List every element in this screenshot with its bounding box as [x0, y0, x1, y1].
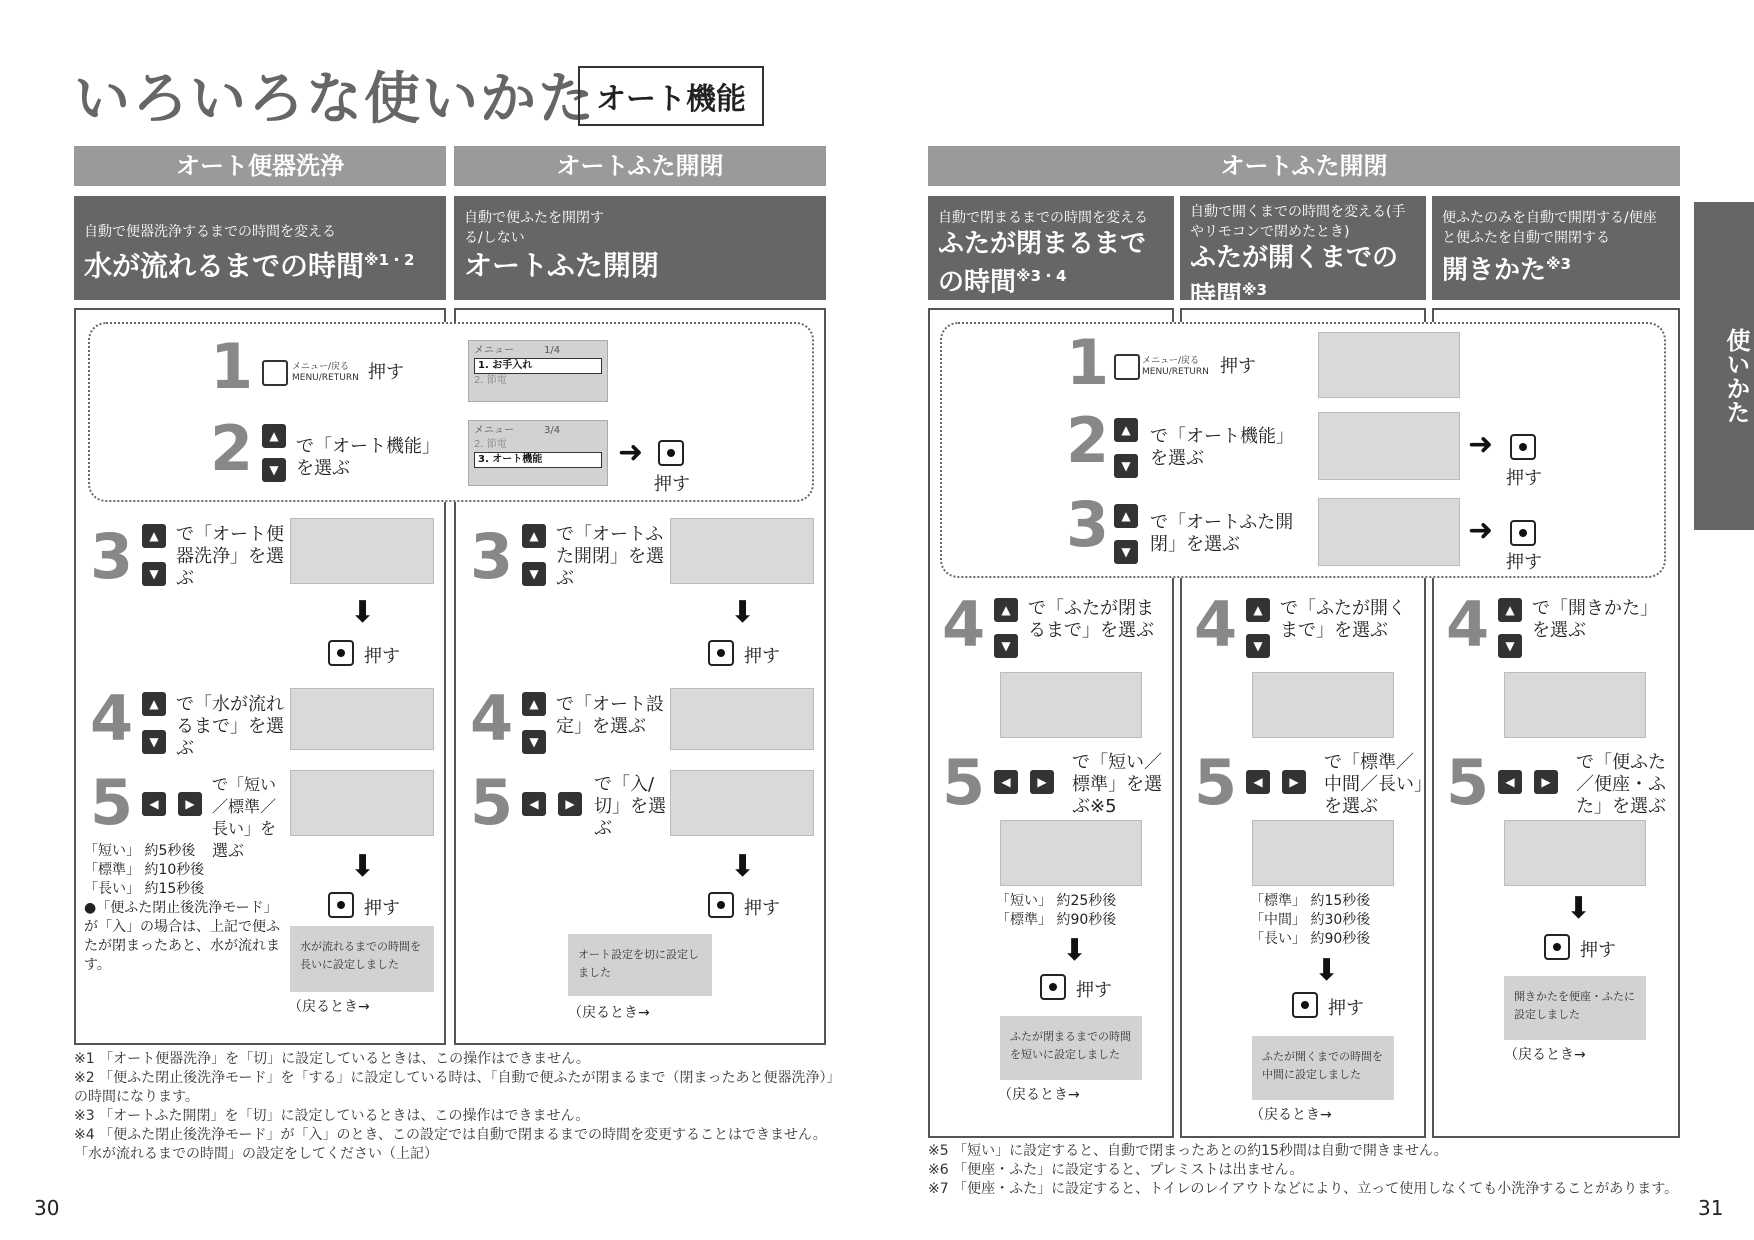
down-arrow-icon: ▼ [142, 730, 166, 754]
lcd-placeholder [670, 688, 814, 750]
up-arrow-icon: ▲ [142, 692, 166, 716]
lcd-placeholder [670, 770, 814, 836]
lcd-placeholder [1252, 820, 1394, 886]
down-arrow-icon: ⬇ [730, 595, 756, 630]
push-label: 押す [654, 474, 690, 495]
col2-subheader [454, 196, 826, 300]
back-label: （戻るとき→ [288, 999, 370, 1015]
col2-step-4-text: で「オート設定」を選ぶ [556, 694, 664, 737]
c-step-5-number: 5 [1446, 746, 1490, 819]
col2-step-5-number: 5 [470, 766, 514, 839]
enter-button-icon [328, 892, 354, 918]
lcd-placeholder [1318, 412, 1460, 480]
lcd-placeholder [1318, 332, 1460, 398]
col2-sub-big: オートふた開閉 [464, 249, 659, 282]
col1-sub-big: 水が流れるまでの時間 [84, 249, 365, 283]
down-arrow-icon: ⬇ [1566, 891, 1592, 926]
notes-right: ※5 「短い」に設定すると、自動で閉まったあとの約15秒間は自動で開きません。 ※6 「便座・ふた」に設定すると、プレミストは出ません。 ※7 「便座・ふた」に設定すると、トイレのレイアウトなどにより、立って使用しなくても小洗浄することがあります。 [928, 1143, 1679, 1197]
up-arrow-icon: ▲ [1114, 504, 1138, 528]
up-arrow-icon: ▲ [262, 424, 286, 448]
down-arrow-icon: ▼ [142, 562, 166, 586]
down-arrow-icon: ⬇ [1062, 933, 1088, 968]
step-3-number: 3 [1066, 488, 1110, 561]
left-arrow-icon: ◀ [1246, 770, 1270, 794]
col1-sub-small: 自動で便器洗浄するまでの時間を変える [84, 224, 336, 240]
enter-button-icon [328, 640, 354, 666]
enter-button-icon [1544, 934, 1570, 960]
up-arrow-icon: ▲ [1114, 418, 1138, 442]
enter-button-icon [1040, 974, 1066, 1000]
enter-button-icon [1510, 434, 1536, 460]
lcd-placeholder [290, 688, 434, 750]
up-arrow-icon: ▲ [994, 598, 1018, 622]
down-arrow-icon: ▼ [522, 562, 546, 586]
down-arrow-icon: ⬇ [350, 849, 376, 884]
up-arrow-icon: ▲ [522, 524, 546, 548]
lcd-placeholder [1000, 672, 1142, 738]
common-steps-box [88, 322, 814, 502]
side-tab: 使いかた [1694, 202, 1754, 530]
right-arrow-icon: ▶ [1030, 770, 1054, 794]
lcd-placeholder [1000, 820, 1142, 886]
lcd-placeholder [670, 518, 814, 584]
lcd-placeholder [1252, 672, 1394, 738]
lcd-placeholder [1318, 498, 1460, 566]
right-arrow-icon: ▶ [1534, 770, 1558, 794]
menu-return-key [1114, 354, 1140, 380]
page-number-left: 30 [34, 1196, 60, 1220]
notes-left: ※1 「オート便器洗浄」を「切」に設定しているときは、この操作はできません。 ※2 「便ふた閉止後洗浄モード」を「する」に設定している時は、「自動で便ふたが閉まるまで（閉まったあと便器洗浄）」の時間になります。 ※3 「オートふた開閉」を「切」に設定しているときは、この操作はできません。 ※4 「便ふた閉止後洗浄モード」が「入」のとき、この設定では自動で閉まるまでの時間を変更することはできません。「水が流れるまでの時間」の設定をしてください（上記） [74, 1051, 834, 1162]
right-header: オートふた開閉 [928, 146, 1680, 186]
left-arrow-icon: ◀ [994, 770, 1018, 794]
col1-subheader [74, 196, 446, 300]
step-1-number: 1 [210, 330, 254, 403]
menu-return-key-label: メニュー/戻る MENU/RETURN [292, 362, 359, 383]
b-step-5-number: 5 [1194, 746, 1238, 819]
a-values: 「短い」 約25秒後 「標準」 約90秒後 [996, 893, 1117, 928]
col1-header: オート便器洗浄 [74, 146, 446, 186]
enter-button-icon [1292, 992, 1318, 1018]
down-arrow-icon: ▼ [994, 634, 1018, 658]
menu-return-key [262, 360, 288, 386]
left-arrow-icon: ◀ [1498, 770, 1522, 794]
enter-button-icon [708, 892, 734, 918]
enter-button-icon [1510, 520, 1536, 546]
col2-header: オートふた開閉 [454, 146, 826, 186]
enter-button-icon [708, 640, 734, 666]
b-values: 「標準」 約15秒後 「中間」 約30秒後 「長い」 約90秒後 [1250, 893, 1371, 947]
page-number-right: 31 [1698, 1196, 1724, 1220]
col1-step-5-number: 5 [90, 766, 134, 839]
down-arrow-icon: ⬇ [730, 849, 756, 884]
right-arrow-icon: ➜ [1468, 513, 1494, 548]
up-arrow-icon: ▲ [522, 692, 546, 716]
c-step-4-number: 4 [1446, 588, 1490, 661]
step-1-text: 押す [368, 362, 404, 383]
push-label: 押す [364, 646, 400, 667]
down-arrow-icon: ▼ [262, 458, 286, 482]
col2-sub-small: 自動で便ふたを開閉する/しない [464, 210, 604, 246]
down-arrow-icon: ▼ [1114, 454, 1138, 478]
page-title: いろいろな使いかた [74, 67, 596, 132]
step-1-number: 1 [1066, 326, 1110, 399]
right-c-subheader: 便ふたのみを自動で開閉する/便座と便ふたを自動で開閉する 開きかた$^{※3}$ [1432, 196, 1680, 300]
left-arrow-icon: ◀ [522, 792, 546, 816]
col2-step-4-number: 4 [470, 682, 514, 755]
title-tag: オート機能 [578, 66, 764, 126]
col1-values: 「短い」 約5秒後 「標準」 約10秒後 「長い」 約15秒後 ●「便ふた閉止後洗浄モード」が「入」の場合は、上記で便ふたが閉まったあと、水が流れます。 [84, 843, 280, 973]
down-arrow-icon: ▼ [1246, 634, 1270, 658]
lcd-placeholder [290, 770, 434, 836]
lcd-menu-1: メニュー 1/4 1. お手入れ 2. 節電 [468, 340, 608, 402]
down-arrow-icon: ⬇ [350, 595, 376, 630]
left-arrow-icon: ◀ [142, 792, 166, 816]
right-arrow-icon: ▶ [558, 792, 582, 816]
down-arrow-icon: ▼ [522, 730, 546, 754]
col1-step-5-text: で「短い／標準／長い」を選ぶ [212, 775, 277, 860]
col1-step-4-text: で「水が流れるまで」を選ぶ [176, 694, 284, 759]
right-arrow-icon: ➜ [618, 435, 644, 470]
col1-step-3-number: 3 [90, 520, 134, 593]
step-2-text: で「オート機能」を選ぶ [296, 436, 431, 479]
b-step-4-number: 4 [1194, 588, 1238, 661]
right-b-subheader: 自動で開くまでの時間を変える(手やリモコンで閉めたとき) ふたが開くまでの時間$^{※3}$ [1180, 196, 1426, 300]
up-arrow-icon: ▲ [1246, 598, 1270, 622]
down-arrow-icon: ▼ [1498, 634, 1522, 658]
right-arrow-icon: ➜ [1468, 427, 1494, 462]
up-arrow-icon: ▲ [142, 524, 166, 548]
lcd-menu-2: メニュー 3/4 2. 節電 3. オート機能 [468, 420, 608, 486]
col1-step-3-text: で「オート便器洗浄」を選ぶ [176, 524, 284, 589]
push-label: 押す [744, 646, 780, 667]
col1-sub-sup: ※1・2 [364, 251, 415, 269]
a-step-5-number: 5 [942, 746, 986, 819]
col2-step-3-number: 3 [470, 520, 514, 593]
col1-message: 水が流れるまでの時間を長いに設定しました [290, 926, 434, 992]
lcd-placeholder [1504, 820, 1646, 886]
right-arrow-icon: ▶ [178, 792, 202, 816]
step-2-number: 2 [210, 412, 254, 485]
col2-step-3-text: で「オートふた開閉」を選ぶ [556, 524, 664, 589]
lcd-placeholder [1504, 672, 1646, 738]
col1-step-4-number: 4 [90, 682, 134, 755]
push-label: 押す [364, 898, 400, 919]
col2-message: オート設定を切に設定しました [568, 934, 712, 996]
down-arrow-icon: ⬇ [1314, 953, 1340, 988]
a-step-4-number: 4 [942, 588, 986, 661]
right-a-subheader: 自動で閉まるまでの時間を変える ふたが閉まるまでの時間$^{※3・4}$ [928, 196, 1174, 300]
right-arrow-icon: ▶ [1282, 770, 1306, 794]
push-label: 押す [744, 898, 780, 919]
col2-step-5-text: で「入/切」を選ぶ [594, 774, 666, 839]
step-2-number: 2 [1066, 404, 1110, 477]
back-label: （戻るとき→ [568, 1005, 650, 1021]
up-arrow-icon: ▲ [1498, 598, 1522, 622]
lcd-placeholder [290, 518, 434, 584]
enter-button-icon [658, 440, 684, 466]
down-arrow-icon: ▼ [1114, 540, 1138, 564]
